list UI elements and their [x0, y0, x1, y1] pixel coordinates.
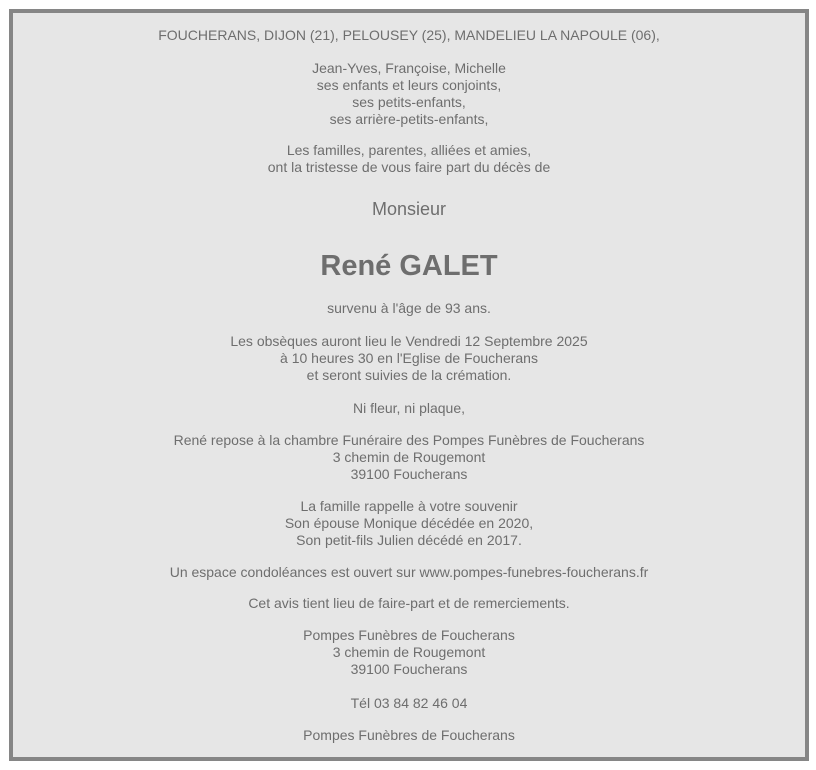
places-text: FOUCHERANS, DIJON (21), PELOUSEY (25), MANDELIEU LA NAPOULE (06), — [158, 27, 660, 43]
phone-line — [13, 695, 805, 712]
family-block — [13, 60, 805, 128]
family-line: ses arrière-petits-enfants, — [329, 111, 489, 127]
funeral-block — [13, 333, 805, 384]
rest-line: René repose à la chambre Funéraire des Pompes Funèbres de Foucherans — [173, 432, 645, 448]
places-line — [13, 27, 805, 44]
obituary-notice — [9, 9, 809, 761]
memory-line: La famille rappelle à votre souvenir — [300, 498, 518, 514]
signature-line — [13, 727, 805, 744]
honorific — [13, 198, 805, 220]
phone-text: Tél 03 84 82 46 04 — [350, 695, 468, 711]
flowers-line — [13, 400, 805, 417]
age-text: survenu à l'âge de 93 ans. — [327, 300, 491, 316]
condolences-text: Un espace condoléances est ouvert sur www.pompes-funebres-foucherans.fr — [169, 564, 649, 580]
company-block — [13, 627, 805, 678]
rest-line: 39100 Foucherans — [350, 466, 468, 482]
company-line: Pompes Funèbres de Foucherans — [303, 627, 515, 643]
memory-line: Son épouse Monique décédée en 2020, — [284, 515, 534, 531]
deceased-name — [13, 249, 805, 283]
rest-block — [13, 432, 805, 483]
relatives-line: ont la tristesse de vous faire part du décès de — [267, 159, 551, 175]
memory-block — [13, 498, 805, 549]
condolences-line — [13, 564, 805, 581]
family-line: ses petits-enfants, — [352, 94, 466, 110]
signature-text: Pompes Funèbres de Foucherans — [303, 727, 515, 743]
thanks-line — [13, 595, 805, 612]
funeral-line: à 10 heures 30 en l'Eglise de Foucherans — [280, 350, 538, 366]
relatives-line: Les familles, parentes, alliées et amies, — [286, 142, 532, 158]
funeral-line: Les obsèques auront lieu le Vendredi 12 Septembre 2025 — [230, 333, 588, 349]
family-line: ses enfants et leurs conjoints, — [316, 77, 502, 93]
rest-line: 3 chemin de Rougemont — [332, 449, 486, 465]
age-line — [13, 300, 805, 317]
family-line: Jean-Yves, Françoise, Michelle — [312, 60, 506, 76]
relatives-block — [13, 142, 805, 176]
flowers-text: Ni fleur, ni plaque, — [352, 400, 466, 416]
company-line: 3 chemin de Rougemont — [332, 644, 486, 660]
funeral-line: et seront suivies de la crémation. — [306, 367, 512, 383]
thanks-text: Cet avis tient lieu de faire-part et de remerciements. — [248, 595, 570, 611]
company-line: 39100 Foucherans — [350, 661, 468, 677]
honorific-text: Monsieur — [371, 199, 447, 219]
memory-line: Son petit-fils Julien décédé en 2017. — [296, 532, 522, 548]
deceased-name-text: René GALET — [320, 250, 498, 282]
